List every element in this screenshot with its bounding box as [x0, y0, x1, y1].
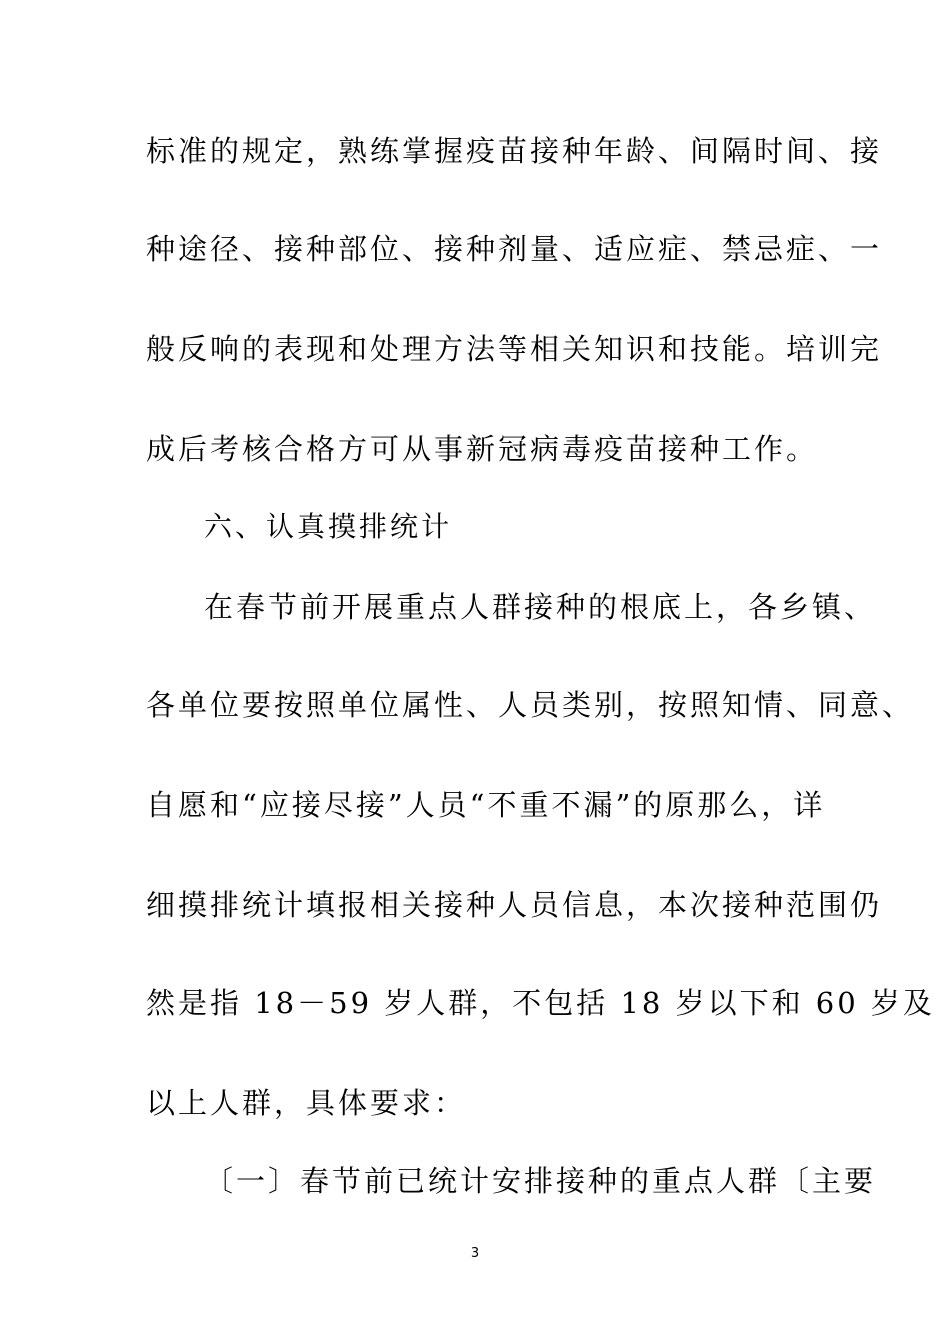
body-line-1: 标准的规定，熟练掌握疫苗接种年龄、间隔时间、接 [146, 134, 883, 168]
body-line-9: 然是指 18－59 岁人群，不包括 18 岁以下和 60 岁及 [146, 986, 935, 1020]
body-line-10: 以上人群，具体要求： [146, 1086, 467, 1120]
body-line-4: 成后考核合格方可从事新冠病毒疫苗接种工作。 [146, 432, 819, 466]
body-line-7: 自愿和“应接尽接”人员“不重不漏”的原那么，详 [146, 788, 826, 822]
body-line-5: 在春节前开展重点人群接种的根底上，各乡镇、 [204, 590, 877, 624]
body-line-11: 〔一〕春节前已统计安排接种的重点人群〔主要 [204, 1164, 877, 1198]
body-line-8: 细摸排统计填报相关接种人员信息，本次接种范围仍 [146, 888, 883, 922]
body-line-2: 种途径、接种部位、接种剂量、适应症、禁忌症、一 [146, 232, 883, 266]
body-line-6: 各单位要按照单位属性、人员类别，按照知情、同意、 [146, 688, 915, 722]
page-number: 3 [470, 1246, 480, 1261]
section-heading: 六、认真摸排统计 [204, 510, 453, 543]
body-line-3: 般反响的表现和处理方法等相关知识和技能。培训完 [146, 332, 883, 366]
